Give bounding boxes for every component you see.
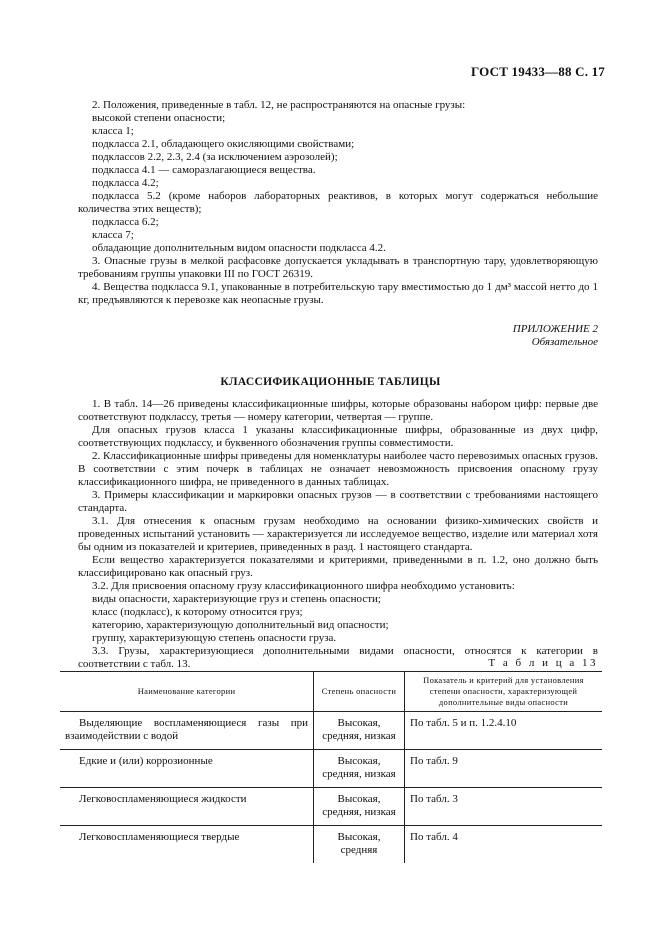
note-list-item: класса 7; (92, 229, 134, 241)
body-paragraph: 3. Примеры классификации и маркировки опасных грузов — в соответствии с требованиями настоящего стандарта. (78, 489, 598, 514)
note-paragraph: 2. Положения, приведенные в табл. 12, не распространяются на опасные грузы: (92, 99, 466, 111)
category-cell (60, 788, 314, 826)
criterion-cell: По табл. 9 (405, 750, 603, 788)
table-row (60, 826, 602, 864)
note-list-item: подклассов 2.2, 2.3, 2.4 (за исключением аэрозолей); (92, 151, 338, 163)
note-list-item: подкласса 5.2 (кроме наборов лабораторных реактивов, в которых могут содержаться небольшие количества этих веществ); (78, 190, 598, 215)
category-cell (60, 712, 314, 750)
body-paragraph: 3.3. Грузы, характеризующиеся дополнительными видами опасности, относятся к категории в соответствии с табл. 13. (78, 645, 598, 670)
category-name: Выделяющие воспламеняющиеся газы при взаимодействии с водой (65, 717, 308, 742)
note-list-item: высокой степени опасности; (92, 112, 226, 124)
page-header: ГОСТ 19433—88 С. 17 (471, 64, 605, 79)
degree-cell: Высокая, средняя (314, 826, 405, 864)
category-cell (60, 750, 314, 788)
body-paragraph: 3.1. Для отнесения к опасным грузам необходимо на основании физико-химических свойств и проведенных испытаний установить — характеризуется ли исследуемое вещество, изделие или материал хотя бы одним из показателей и критериев, приведенных в разд. 1 настоящего стандарта. (78, 515, 598, 553)
criterion-cell: По табл. 5 и п. 1.2.4.10 (405, 712, 603, 750)
notes-block (78, 99, 598, 307)
body-list-item: группу, характеризующую степень опасности груза. (92, 632, 337, 644)
category-table (60, 671, 602, 863)
note-list-item: класса 1; (92, 125, 134, 137)
table-caption: Т а б л и ц а 13 (488, 657, 598, 669)
note-list-item: подкласса 6.2; (92, 216, 159, 228)
header-danger-degree: Степень опасности (314, 672, 405, 712)
body-paragraph: 3.2. Для присвоения опасному грузу классификационного шифра необходимо установить: (92, 580, 515, 592)
degree-cell: Высокая, средняя, низкая (314, 750, 405, 788)
note-list-item: подкласса 2.1, обладающего окисляющими свойствами; (92, 138, 355, 150)
section-title: КЛАССИФИКАЦИОННЫЕ ТАБЛИЦЫ (220, 376, 441, 388)
category-cell (60, 826, 314, 864)
note-list-item: обладающие дополнительным видом опасности подкласса 4.2. (92, 242, 386, 254)
criterion-cell: По табл. 4 (405, 826, 603, 864)
table-row (60, 750, 602, 788)
body-list-item: категорию, характеризующую дополнительный вид опасности; (92, 619, 389, 631)
criterion-cell: По табл. 3 (405, 788, 603, 826)
appendix-label (513, 323, 598, 349)
body-paragraph: 2. Классификационные шифры приведены для номенклатуры наиболее часто перевозимых опасных грузов. В соответствии с этим почерк в таблицах не означает невозможность присвоения опасному грузу классификационного шифра, не приведенного в данных таблицах. (78, 450, 598, 488)
table-row (60, 712, 602, 750)
note-list-item: подкласса 4.2; (92, 177, 159, 189)
appendix-status: Обязательное (531, 336, 598, 348)
table-header-row (60, 672, 602, 712)
table-row (60, 788, 602, 826)
body-paragraph: Для опасных грузов класса 1 указаны классификационные шифры, образованные из двух цифр, соответствующих подклассу, и буквенного обозначения группы совместимости. (78, 424, 598, 449)
body-block (78, 398, 598, 671)
degree-cell: Высокая, средняя, низкая (314, 788, 405, 826)
header-category-name: Наименование категории (60, 672, 314, 712)
note-list-item: подкласса 4.1 — саморазлагающиеся вещества. (92, 164, 316, 176)
body-paragraph: 1. В табл. 14—26 приведены классификационные шифры, которые образованы набором цифр: первые две соответствуют подклассу, третья — номеру категории, четвертая — группе. (78, 398, 598, 423)
note-paragraph: 3. Опасные грузы в мелкой расфасовке допускается укладывать в транспортную тару, удовлетворяющую требованиям группы упаковки III по ГОСТ 26319. (78, 255, 598, 280)
category-name: Легковоспламеняющиеся твердые (79, 831, 240, 843)
body-paragraph: Если вещество характеризуется показателями и критериями, приведенными в п. 1.2, оно должно быть классифицировано как опасный груз. (78, 554, 598, 579)
category-name: Легковоспламеняющиеся жидкости (79, 793, 247, 805)
category-name: Едкие и (или) коррозионные (79, 755, 213, 767)
body-list-item: виды опасности, характеризующие груз и степень опасности; (92, 593, 381, 605)
degree-cell: Высокая, средняя, низкая (314, 712, 405, 750)
note-paragraph: 4. Вещества подкласса 9.1, упакованные в потребительскую тару вместимостью до 1 дм³ массой нетто до 1 кг, предъявляются к перевозке как неопасные грузы. (78, 281, 598, 306)
appendix-number: ПРИЛОЖЕНИЕ 2 (512, 323, 598, 335)
body-list-item: класс (подкласс), к которому относится груз; (92, 606, 303, 618)
header-criterion: Показатель и критерий для установления степени опасности, характеризующей дополнительные виды опасности (405, 672, 603, 712)
